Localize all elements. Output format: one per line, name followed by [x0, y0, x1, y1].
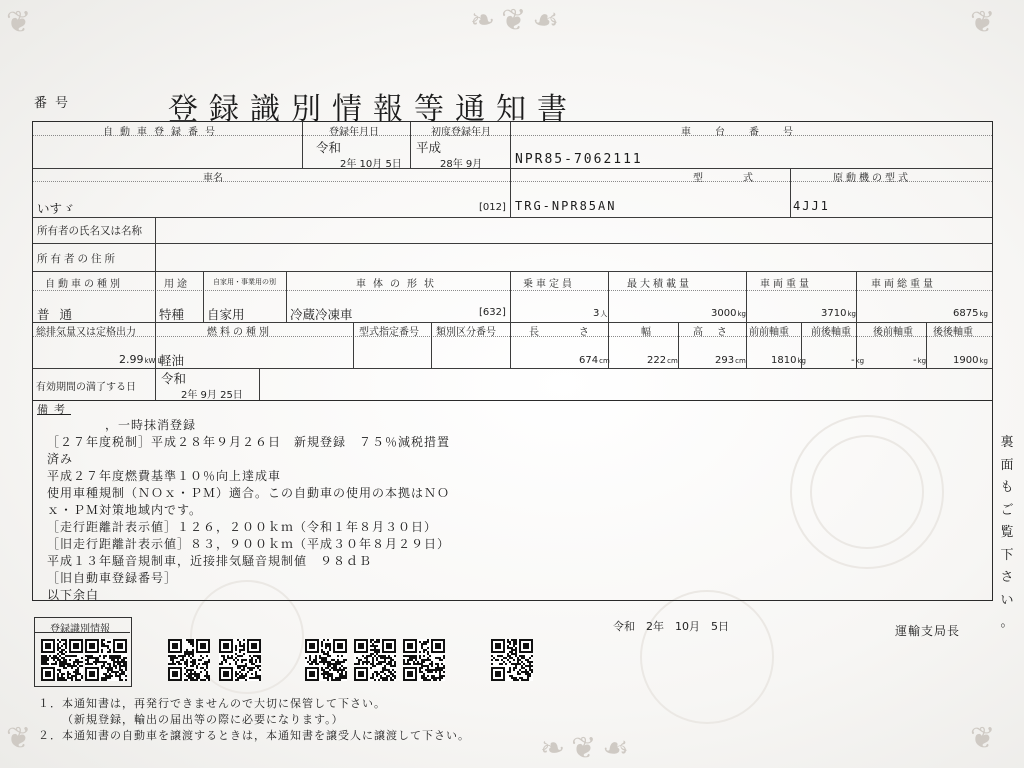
side-note-char: 。	[1000, 615, 1014, 630]
model-code: [012]	[479, 202, 506, 213]
side-note-char: も	[1000, 480, 1014, 495]
qr-code-icon	[85, 639, 127, 681]
reg-era: 令和	[316, 140, 342, 155]
label-capacity: 乗車定員	[523, 279, 575, 290]
qr-label: 登録識別情報	[50, 624, 110, 635]
corner-ornament-icon: ❦	[970, 721, 996, 756]
gross-weight-value: 6875kg	[953, 308, 988, 319]
engine-model-value: 4JJ1	[793, 199, 830, 213]
corner-ornament-icon: ❦	[6, 5, 32, 40]
capacity-value: 3人	[593, 308, 608, 319]
label-model: 型式	[693, 173, 793, 184]
label-remarks: 備考	[37, 403, 71, 416]
label-first-reg: 初度登録年月	[431, 127, 491, 138]
displacement-value: 2.99kW L	[119, 353, 162, 366]
qr-code-icon	[168, 639, 210, 681]
remark-line: ，一時抹消登録	[105, 418, 197, 432]
label-rf-axle: 後前軸重	[873, 327, 913, 338]
side-note-char: い	[1000, 592, 1014, 608]
chassis-number: NPR85-7062111	[515, 152, 643, 167]
first-reg-value: 28年 9月	[440, 159, 483, 170]
label-max-load: 最大積載量	[627, 279, 692, 290]
remark-line: 使用車種規制（ＮＯｘ・ＰＭ）適合。この自動車の使用の本拠はＮＯ	[47, 486, 451, 500]
label-private-business: 自家用・事業用の別	[213, 278, 276, 286]
remark-line: 平成１３年騒音規制車，近接排気騒音規制値 ９８ｄＢ	[47, 554, 373, 568]
remark-line: 以下余白	[47, 588, 100, 602]
remark-line: ［旧自動車登録番号］	[47, 571, 178, 585]
label-expiry: 有効期間の満了する日	[36, 382, 136, 393]
remarks-section	[32, 399, 993, 601]
expiry-era: 令和	[161, 371, 187, 386]
document-title: 登録識別情報等通知書	[168, 92, 578, 127]
label-displacement: 総排気量又は定格出力	[36, 327, 136, 338]
first-reg-era: 平成	[416, 140, 442, 155]
label-owner-address: 所有者の住所	[37, 253, 118, 265]
remark-line: ［旧走行距離計表示値］８３，９００ｋｍ（平成３０年８月２９日）	[47, 537, 451, 551]
side-note-char: さ	[1000, 570, 1014, 585]
side-note-char: ご	[1000, 502, 1014, 518]
fuel-value: 軽油	[159, 353, 185, 368]
rf-axle-value: -kg	[913, 355, 927, 366]
label-owner-name: 所有者の氏名又は名称	[37, 225, 142, 237]
expiry-value: 2年 9月 25日	[181, 390, 243, 401]
label-vehicle-class: 自動車の種別	[45, 279, 123, 290]
qr-code-icon	[403, 639, 445, 681]
see-reverse-note	[998, 432, 1016, 635]
corner-ornament-icon: ❦	[970, 5, 996, 40]
body-shape-value: 冷蔵冷凍車	[290, 307, 353, 322]
reg-date-value: 2年 10月 5日	[340, 159, 402, 170]
fr-axle-value: -kg	[851, 355, 865, 366]
top-ornament-icon: ❧❦☙	[470, 3, 566, 38]
label-length: 長さ	[529, 327, 629, 338]
label-gross-weight: 車両総重量	[871, 279, 936, 290]
ff-axle-value: 1810kg	[771, 355, 806, 366]
side-note-char: 下	[1000, 547, 1014, 563]
bottom-ornament-icon: ❧❦☙	[540, 731, 636, 766]
qr-code-icon	[219, 639, 261, 681]
vehicle-class-value: 普通	[37, 307, 83, 322]
label-use: 用途	[164, 279, 190, 290]
private-business-value: 自家用	[207, 307, 245, 322]
weight-value: 3710kg	[821, 308, 856, 319]
side-note-char: 覧	[1000, 525, 1014, 540]
remark-line: 済み	[47, 452, 74, 466]
label-fuel: 燃料の種別	[207, 327, 272, 338]
rr-axle-value: 1900kg	[953, 355, 988, 366]
car-name-value: いすゞ	[37, 201, 75, 216]
remark-line: ［走行距離計表示値］１２６，２００ｋｍ（令和１年８月３０日）	[47, 520, 438, 534]
label-width: 幅	[641, 327, 651, 338]
remark-line: ［２７年度税制］平成２８年９月２６日 新規登録 ７５％減税措置	[47, 435, 451, 449]
length-value: 674cm	[579, 355, 610, 366]
height-value: 293cm	[715, 355, 746, 366]
qr-code-icon	[354, 639, 396, 681]
side-note-char: 面	[1000, 457, 1014, 473]
label-reg-no: 自動車登録番号	[103, 127, 222, 138]
issuing-authority: 運輸支局長	[895, 624, 961, 638]
use-value: 特種	[159, 307, 185, 322]
label-weight: 車両重量	[760, 279, 812, 290]
label-body-shape: 車体の形状	[356, 279, 441, 290]
max-load-value: 3000kg	[711, 308, 746, 319]
footer-note-1: １．本通知書は，再発行できませんので大切に保管して下さい。	[38, 697, 386, 710]
footer-note-2: ２．本通知書の自動車を譲渡するときは，本通知書を譲受人に譲渡して下さい。	[38, 729, 470, 742]
label-ff-axle: 前前軸重	[749, 327, 789, 338]
body-code: [632]	[479, 307, 506, 318]
label-class-no: 類別区分番号	[436, 327, 496, 338]
model-value: TRG-NPR85AN	[515, 199, 617, 213]
label-fr-axle: 前後軸重	[811, 327, 851, 338]
qr-code-icon	[491, 639, 533, 681]
label-car-name: 車名	[203, 173, 223, 184]
registration-form	[32, 121, 993, 401]
label-height: 高さ	[693, 327, 741, 338]
issue-date: 令和 2年 10月 5日	[613, 620, 729, 633]
side-note-char: 裏	[1000, 435, 1014, 450]
qr-code-icon	[305, 639, 347, 681]
label-rr-axle: 後後軸重	[933, 327, 973, 338]
width-value: 222cm	[647, 355, 678, 366]
remark-line: ｘ・ＰＭ対策地域内です。	[47, 503, 203, 517]
label-chassis: 車台番号	[681, 127, 817, 138]
label-reg-date: 登録年月日	[329, 127, 379, 138]
remark-line: 平成２７年度燃費基準１０％向上達成車	[47, 469, 282, 483]
qr-code-icon	[41, 639, 83, 681]
corner-ornament-icon: ❦	[6, 721, 32, 756]
watermark-seal-icon	[640, 590, 774, 724]
label-engine-model: 原動機の型式	[833, 173, 911, 184]
number-label: 番号	[34, 96, 77, 111]
label-type-no: 型式指定番号	[359, 327, 419, 338]
footer-note-1b: （新規登録，輸出の届出等の際に必要になります。）	[62, 713, 344, 726]
